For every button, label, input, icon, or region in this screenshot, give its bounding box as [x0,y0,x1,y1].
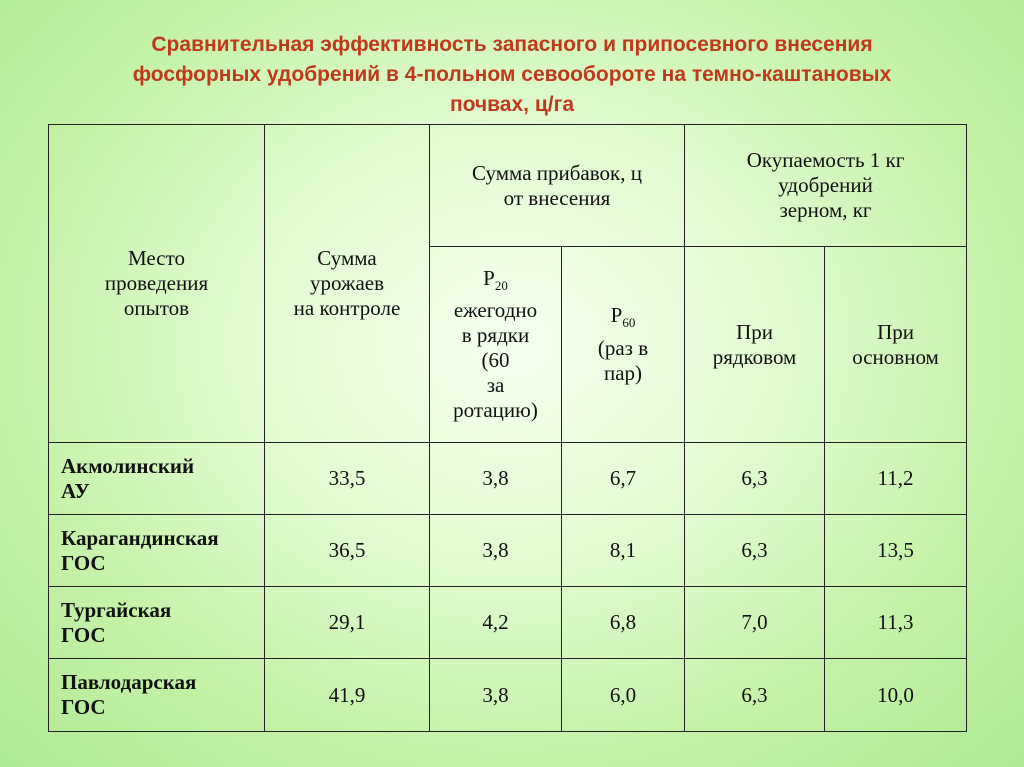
site-cell: Акмолинский АУ [49,443,265,515]
p20-cell: 3,8 [430,515,562,587]
control-cell: 41,9 [265,659,430,732]
site-cell: Карагандинская ГОС [49,515,265,587]
header-row-1 [49,125,967,247]
main-application-cell: 10,0 [825,659,967,732]
header-main-application: При основном [825,247,967,443]
header-place: Место проведения опытов [49,125,265,443]
header-p60: $Р_{60}$ (раз в пар) [562,247,685,443]
row-application-cell: 6,3 [685,515,825,587]
p20-cell: 4,2 [430,587,562,659]
p60-cell: 6,8 [562,587,685,659]
title-line-1: Сравнительная эффективность запасного и припосевного внесения [151,33,873,56]
data-table [48,124,967,732]
row-application-cell: 6,3 [685,659,825,732]
control-cell: 33,5 [265,443,430,515]
title-line-2: фосфорных удобрений в 4-польном севообороте на темно-каштановых [132,63,892,86]
control-cell: 36,5 [265,515,430,587]
control-cell: 29,1 [265,587,430,659]
main-application-cell: 11,3 [825,587,967,659]
table-row [49,515,967,587]
header-control: Сумма урожаев на контроле [265,125,430,443]
main-application-cell: 11,2 [825,443,967,515]
slide-title [40,30,984,120]
header-p20: $Р_{20}$ ежегодно в рядки (60 за ротацию) [430,247,562,443]
site-cell: Тургайская ГОС [49,587,265,659]
table-row [49,587,967,659]
title-line-3: почвах, ц/га [449,93,574,116]
row-application-cell: 7,0 [685,587,825,659]
header-payback-group: Окупаемость 1 кг удобрений зерном, кг [685,125,967,247]
p60-cell: 8,1 [562,515,685,587]
main-application-cell: 13,5 [825,515,967,587]
site-cell: Павлодарская ГОС [49,659,265,732]
row-application-cell: 6,3 [685,443,825,515]
p20-cell: 3,8 [430,659,562,732]
p20-cell: 3,8 [430,443,562,515]
table-row [49,443,967,515]
header-row-application: При рядковом [685,247,825,443]
p60-cell: 6,0 [562,659,685,732]
p60-cell: 6,7 [562,443,685,515]
header-increase-group: Сумма прибавок, ц от внесения [430,125,685,247]
table-row [49,659,967,732]
